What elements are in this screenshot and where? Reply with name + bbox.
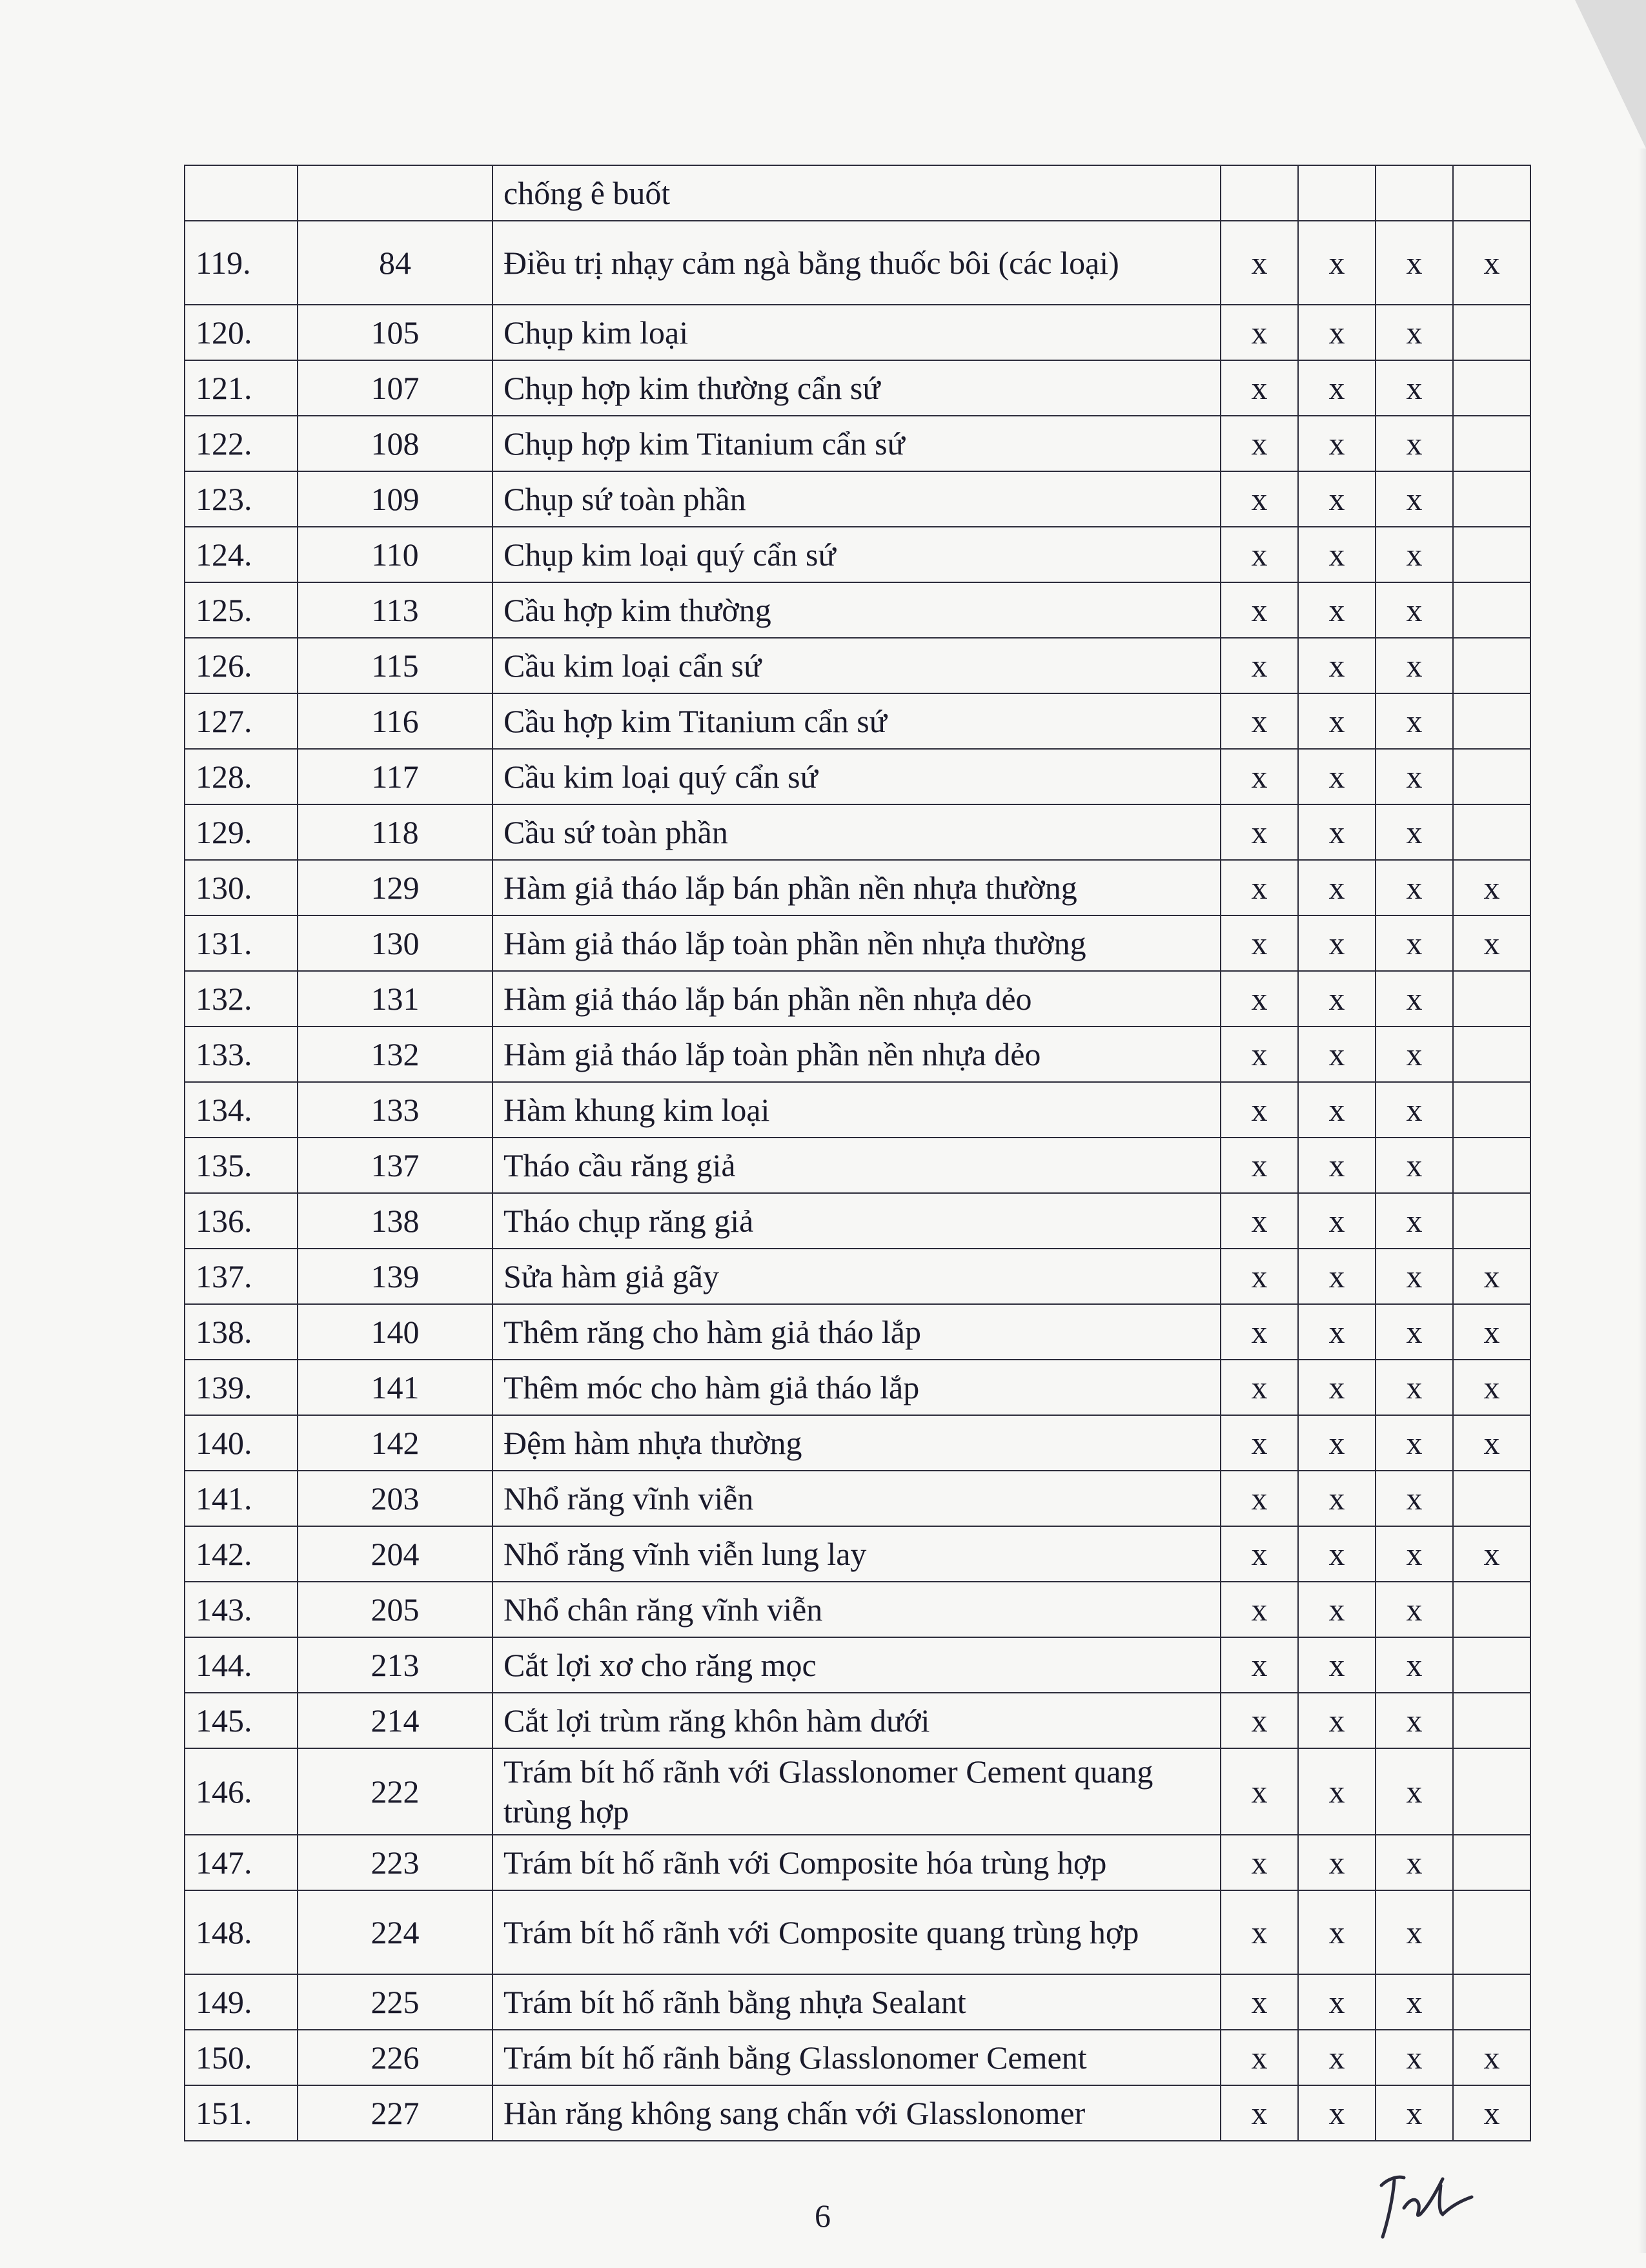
- code-cell: 142: [298, 1415, 493, 1471]
- mark-cell-2: x: [1298, 1082, 1376, 1138]
- mark-cell-2: x: [1298, 360, 1376, 416]
- table-row: [185, 804, 1530, 860]
- procedure-name-cell: Trám bít hố rãnh bằng Glasslonomer Cement: [493, 2030, 1221, 2085]
- mark-cell-2: x: [1298, 1835, 1376, 1890]
- mark-cell-4: [1453, 804, 1530, 860]
- mark-cell-3: x: [1376, 1138, 1453, 1193]
- stt-cell: 119.: [185, 221, 298, 305]
- mark-cell-2: [1298, 165, 1376, 221]
- procedure-name-cell: Tháo cầu răng giả: [493, 1138, 1221, 1193]
- code-cell: 131: [298, 971, 493, 1027]
- procedure-name-cell: Hàn răng không sang chấn với Glasslonomer: [493, 2085, 1221, 2141]
- mark-cell-1: x: [1221, 221, 1298, 305]
- mark-cell-1: x: [1221, 1471, 1298, 1526]
- code-cell: 132: [298, 1027, 493, 1082]
- procedure-name-cell: Chụp hợp kim thường cẩn sứ: [493, 360, 1221, 416]
- table-row: [185, 1415, 1530, 1471]
- stt-cell: 143.: [185, 1582, 298, 1637]
- mark-cell-3: x: [1376, 1082, 1453, 1138]
- mark-cell-2: x: [1298, 582, 1376, 638]
- mark-cell-4: [1453, 582, 1530, 638]
- mark-cell-3: x: [1376, 971, 1453, 1027]
- mark-cell-4: x: [1453, 915, 1530, 971]
- mark-cell-2: x: [1298, 1526, 1376, 1582]
- scan-page-edge: [1575, 0, 1646, 148]
- mark-cell-4: x: [1453, 1249, 1530, 1304]
- procedure-name-cell: Cầu sứ toàn phần: [493, 804, 1221, 860]
- mark-cell-1: x: [1221, 1637, 1298, 1693]
- mark-cell-2: x: [1298, 804, 1376, 860]
- mark-cell-1: x: [1221, 1193, 1298, 1249]
- table-row: [185, 1082, 1530, 1138]
- mark-cell-1: x: [1221, 416, 1298, 471]
- code-cell: 213: [298, 1637, 493, 1693]
- table-row: [185, 1582, 1530, 1637]
- stt-cell: 145.: [185, 1693, 298, 1748]
- mark-cell-4: x: [1453, 2085, 1530, 2141]
- mark-cell-2: x: [1298, 2085, 1376, 2141]
- mark-cell-2: x: [1298, 1360, 1376, 1415]
- table-row: [185, 1249, 1530, 1304]
- mark-cell-2: x: [1298, 1138, 1376, 1193]
- procedure-name-cell: Nhổ răng vĩnh viễn lung lay: [493, 1526, 1221, 1582]
- mark-cell-4: [1453, 1027, 1530, 1082]
- stt-cell: 130.: [185, 860, 298, 915]
- mark-cell-1: x: [1221, 860, 1298, 915]
- code-cell: 117: [298, 749, 493, 804]
- mark-cell-2: x: [1298, 1249, 1376, 1304]
- table-row: [185, 1304, 1530, 1360]
- code-cell: 226: [298, 2030, 493, 2085]
- mark-cell-3: x: [1376, 582, 1453, 638]
- code-cell: 133: [298, 1082, 493, 1138]
- mark-cell-3: x: [1376, 1471, 1453, 1526]
- scan-page-shadow: [1638, 148, 1646, 2253]
- code-cell: 107: [298, 360, 493, 416]
- table-row: [185, 582, 1530, 638]
- mark-cell-2: x: [1298, 638, 1376, 693]
- mark-cell-1: x: [1221, 1748, 1298, 1835]
- code-cell: 113: [298, 582, 493, 638]
- handwritten-signature: [1368, 2160, 1485, 2243]
- procedure-name-cell: Chụp kim loại: [493, 305, 1221, 360]
- mark-cell-4: [1453, 1890, 1530, 1974]
- table-row: [185, 860, 1530, 915]
- stt-cell: 150.: [185, 2030, 298, 2085]
- procedure-name-cell: Hàm khung kim loại: [493, 1082, 1221, 1138]
- procedure-name-cell: Cầu kim loại quý cẩn sứ: [493, 749, 1221, 804]
- code-cell: 140: [298, 1304, 493, 1360]
- mark-cell-3: x: [1376, 2085, 1453, 2141]
- stt-cell: 133.: [185, 1027, 298, 1082]
- procedure-name-cell: Trám bít hố rãnh bằng nhựa Sealant: [493, 1974, 1221, 2030]
- mark-cell-2: x: [1298, 1582, 1376, 1637]
- mark-cell-2: x: [1298, 221, 1376, 305]
- mark-cell-4: [1453, 471, 1530, 527]
- mark-cell-3: x: [1376, 1582, 1453, 1637]
- mark-cell-2: x: [1298, 749, 1376, 804]
- table-row: [185, 1637, 1530, 1693]
- code-cell: 130: [298, 915, 493, 971]
- mark-cell-3: x: [1376, 1304, 1453, 1360]
- mark-cell-3: x: [1376, 860, 1453, 915]
- procedure-name-cell: Nhổ chân răng vĩnh viễn: [493, 1582, 1221, 1637]
- mark-cell-2: x: [1298, 471, 1376, 527]
- code-cell: 115: [298, 638, 493, 693]
- table-row: [185, 1890, 1530, 1974]
- code-cell: 129: [298, 860, 493, 915]
- mark-cell-1: x: [1221, 693, 1298, 749]
- code-cell: 223: [298, 1835, 493, 1890]
- mark-cell-1: x: [1221, 804, 1298, 860]
- mark-cell-2: x: [1298, 860, 1376, 915]
- mark-cell-4: x: [1453, 1360, 1530, 1415]
- stt-cell: 120.: [185, 305, 298, 360]
- table-row: [185, 1693, 1530, 1748]
- procedure-name-cell: Cầu hợp kim Titanium cẩn sứ: [493, 693, 1221, 749]
- mark-cell-4: [1453, 1835, 1530, 1890]
- procedure-name-cell: Nhổ răng vĩnh viễn: [493, 1471, 1221, 1526]
- code-cell: 203: [298, 1471, 493, 1526]
- stt-cell: 134.: [185, 1082, 298, 1138]
- mark-cell-4: [1453, 305, 1530, 360]
- procedure-name-cell: Hàm giả tháo lắp toàn phần nền nhựa thường: [493, 915, 1221, 971]
- code-cell: 225: [298, 1974, 493, 2030]
- mark-cell-1: x: [1221, 749, 1298, 804]
- mark-cell-2: x: [1298, 1415, 1376, 1471]
- procedure-name-cell: Cầu hợp kim thường: [493, 582, 1221, 638]
- mark-cell-4: [1453, 1974, 1530, 2030]
- stt-cell: 140.: [185, 1415, 298, 1471]
- mark-cell-1: x: [1221, 1138, 1298, 1193]
- procedure-name-cell: Thêm răng cho hàm giả tháo lắp: [493, 1304, 1221, 1360]
- stt-cell: 128.: [185, 749, 298, 804]
- mark-cell-3: x: [1376, 1748, 1453, 1835]
- mark-cell-1: x: [1221, 1693, 1298, 1748]
- procedure-name-cell: Điều trị nhạy cảm ngà bằng thuốc bôi (các loại): [493, 221, 1221, 305]
- mark-cell-4: [1453, 693, 1530, 749]
- mark-cell-2: x: [1298, 1748, 1376, 1835]
- mark-cell-2: x: [1298, 1637, 1376, 1693]
- mark-cell-2: x: [1298, 416, 1376, 471]
- mark-cell-4: [1453, 1748, 1530, 1835]
- mark-cell-4: [1453, 638, 1530, 693]
- stt-cell: 151.: [185, 2085, 298, 2141]
- procedure-name-cell: Trám bít hố rãnh với Composite hóa trùng hợp: [493, 1835, 1221, 1890]
- stt-cell: 126.: [185, 638, 298, 693]
- table-row: [185, 1526, 1530, 1582]
- mark-cell-1: x: [1221, 1027, 1298, 1082]
- table-row: [185, 1138, 1530, 1193]
- table-row: [185, 1471, 1530, 1526]
- mark-cell-3: x: [1376, 305, 1453, 360]
- procedure-name-cell: Chụp sứ toàn phần: [493, 471, 1221, 527]
- code-cell: 110: [298, 527, 493, 582]
- mark-cell-4: x: [1453, 1304, 1530, 1360]
- mark-cell-3: x: [1376, 638, 1453, 693]
- table-row: [185, 1748, 1530, 1835]
- mark-cell-3: x: [1376, 1027, 1453, 1082]
- table-row: [185, 638, 1530, 693]
- mark-cell-4: x: [1453, 2030, 1530, 2085]
- mark-cell-3: x: [1376, 1974, 1453, 2030]
- mark-cell-1: x: [1221, 915, 1298, 971]
- mark-cell-4: [1453, 1082, 1530, 1138]
- mark-cell-1: x: [1221, 2085, 1298, 2141]
- procedure-name-cell: Hàm giả tháo lắp toàn phần nền nhựa dẻo: [493, 1027, 1221, 1082]
- mark-cell-3: x: [1376, 1415, 1453, 1471]
- mark-cell-4: [1453, 1693, 1530, 1748]
- mark-cell-4: [1453, 1582, 1530, 1637]
- code-cell: 141: [298, 1360, 493, 1415]
- mark-cell-3: x: [1376, 221, 1453, 305]
- stt-cell: 135.: [185, 1138, 298, 1193]
- procedure-name-cell: Thêm móc cho hàm giả tháo lắp: [493, 1360, 1221, 1415]
- mark-cell-1: x: [1221, 527, 1298, 582]
- mark-cell-2: x: [1298, 1193, 1376, 1249]
- mark-cell-2: x: [1298, 971, 1376, 1027]
- table-row: [185, 165, 1530, 221]
- stt-cell: 139.: [185, 1360, 298, 1415]
- mark-cell-4: [1453, 1637, 1530, 1693]
- mark-cell-4: [1453, 416, 1530, 471]
- code-cell: 116: [298, 693, 493, 749]
- mark-cell-4: [1453, 527, 1530, 582]
- code-cell: 139: [298, 1249, 493, 1304]
- mark-cell-1: [1221, 165, 1298, 221]
- stt-cell: 137.: [185, 1249, 298, 1304]
- procedure-name-cell: Trám bít hố rãnh với Composite quang trùng hợp: [493, 1890, 1221, 1974]
- code-cell: 137: [298, 1138, 493, 1193]
- table-row: [185, 471, 1530, 527]
- mark-cell-4: [1453, 1138, 1530, 1193]
- mark-cell-1: x: [1221, 1249, 1298, 1304]
- mark-cell-1: x: [1221, 1304, 1298, 1360]
- mark-cell-1: x: [1221, 1415, 1298, 1471]
- stt-cell: 148.: [185, 1890, 298, 1974]
- mark-cell-1: x: [1221, 1526, 1298, 1582]
- table-row: [185, 1835, 1530, 1890]
- mark-cell-3: x: [1376, 1890, 1453, 1974]
- mark-cell-1: x: [1221, 360, 1298, 416]
- mark-cell-3: x: [1376, 693, 1453, 749]
- procedure-name-cell: Cắt lợi xơ cho răng mọc: [493, 1637, 1221, 1693]
- table-row: [185, 693, 1530, 749]
- page-number: 6: [815, 2198, 831, 2234]
- stt-cell: 144.: [185, 1637, 298, 1693]
- mark-cell-3: x: [1376, 1249, 1453, 1304]
- mark-cell-4: [1453, 1193, 1530, 1249]
- code-cell: 224: [298, 1890, 493, 1974]
- stt-cell: 121.: [185, 360, 298, 416]
- mark-cell-1: x: [1221, 1582, 1298, 1637]
- mark-cell-1: x: [1221, 1360, 1298, 1415]
- procedure-name-cell: Đệm hàm nhựa thường: [493, 1415, 1221, 1471]
- mark-cell-3: x: [1376, 527, 1453, 582]
- mark-cell-1: x: [1221, 638, 1298, 693]
- procedure-table: [184, 165, 1531, 2141]
- table-row: [185, 221, 1530, 305]
- code-cell: 118: [298, 804, 493, 860]
- mark-cell-4: [1453, 165, 1530, 221]
- table-row: [185, 2030, 1530, 2085]
- mark-cell-2: x: [1298, 1027, 1376, 1082]
- mark-cell-1: x: [1221, 471, 1298, 527]
- mark-cell-4: [1453, 749, 1530, 804]
- mark-cell-1: x: [1221, 2030, 1298, 2085]
- stt-cell: 124.: [185, 527, 298, 582]
- code-cell: 105: [298, 305, 493, 360]
- stt-cell: 138.: [185, 1304, 298, 1360]
- code-cell: 214: [298, 1693, 493, 1748]
- mark-cell-3: x: [1376, 1526, 1453, 1582]
- mark-cell-2: x: [1298, 527, 1376, 582]
- mark-cell-3: x: [1376, 749, 1453, 804]
- stt-cell: 127.: [185, 693, 298, 749]
- mark-cell-1: x: [1221, 971, 1298, 1027]
- mark-cell-3: x: [1376, 1835, 1453, 1890]
- mark-cell-4: x: [1453, 860, 1530, 915]
- code-cell: 205: [298, 1582, 493, 1637]
- mark-cell-2: x: [1298, 305, 1376, 360]
- code-cell: 108: [298, 416, 493, 471]
- table-row: [185, 416, 1530, 471]
- code-cell: 138: [298, 1193, 493, 1249]
- mark-cell-2: x: [1298, 1890, 1376, 1974]
- procedure-table-body: [185, 165, 1530, 2141]
- procedure-name-cell: Tháo chụp răng giả: [493, 1193, 1221, 1249]
- stt-cell: 136.: [185, 1193, 298, 1249]
- mark-cell-2: x: [1298, 1304, 1376, 1360]
- mark-cell-3: x: [1376, 416, 1453, 471]
- mark-cell-3: x: [1376, 2030, 1453, 2085]
- mark-cell-4: x: [1453, 221, 1530, 305]
- mark-cell-2: x: [1298, 2030, 1376, 2085]
- code-cell: 222: [298, 1748, 493, 1835]
- mark-cell-4: [1453, 971, 1530, 1027]
- stt-cell: 141.: [185, 1471, 298, 1526]
- code-cell: 204: [298, 1526, 493, 1582]
- code-cell: 84: [298, 221, 493, 305]
- mark-cell-3: [1376, 165, 1453, 221]
- mark-cell-1: x: [1221, 1835, 1298, 1890]
- procedure-name-cell: Hàm giả tháo lắp bán phần nền nhựa thường: [493, 860, 1221, 915]
- mark-cell-3: x: [1376, 360, 1453, 416]
- mark-cell-3: x: [1376, 804, 1453, 860]
- mark-cell-1: x: [1221, 582, 1298, 638]
- table-row: [185, 971, 1530, 1027]
- procedure-name-cell: Trám bít hố rãnh với Glasslonomer Cement quang trùng hợp: [493, 1748, 1221, 1835]
- stt-cell: 129.: [185, 804, 298, 860]
- table-row: [185, 1360, 1530, 1415]
- procedure-name-cell: Chụp hợp kim Titanium cẩn sứ: [493, 416, 1221, 471]
- mark-cell-1: x: [1221, 1082, 1298, 1138]
- table-row: [185, 915, 1530, 971]
- mark-cell-2: x: [1298, 1693, 1376, 1748]
- stt-cell: 122.: [185, 416, 298, 471]
- table-row: [185, 527, 1530, 582]
- stt-cell: 132.: [185, 971, 298, 1027]
- stt-cell: 142.: [185, 1526, 298, 1582]
- mark-cell-3: x: [1376, 915, 1453, 971]
- mark-cell-1: x: [1221, 1974, 1298, 2030]
- table-row: [185, 1193, 1530, 1249]
- procedure-name-cell: Cắt lợi trùm răng khôn hàm dưới: [493, 1693, 1221, 1748]
- procedure-name-cell: Chụp kim loại quý cẩn sứ: [493, 527, 1221, 582]
- code-cell: [298, 165, 493, 221]
- table-row: [185, 1027, 1530, 1082]
- stt-cell: 147.: [185, 1835, 298, 1890]
- mark-cell-2: x: [1298, 915, 1376, 971]
- mark-cell-4: x: [1453, 1526, 1530, 1582]
- mark-cell-2: x: [1298, 1974, 1376, 2030]
- stt-cell: [185, 165, 298, 221]
- mark-cell-3: x: [1376, 1693, 1453, 1748]
- mark-cell-4: x: [1453, 1415, 1530, 1471]
- table-row: [185, 2085, 1530, 2141]
- stt-cell: 149.: [185, 1974, 298, 2030]
- table-row: [185, 305, 1530, 360]
- mark-cell-3: x: [1376, 1193, 1453, 1249]
- mark-cell-1: x: [1221, 1890, 1298, 1974]
- procedure-name-cell: Hàm giả tháo lắp bán phần nền nhựa dẻo: [493, 971, 1221, 1027]
- mark-cell-4: [1453, 360, 1530, 416]
- code-cell: 227: [298, 2085, 493, 2141]
- stt-cell: 125.: [185, 582, 298, 638]
- procedure-name-cell: Sửa hàm giả gãy: [493, 1249, 1221, 1304]
- code-cell: 109: [298, 471, 493, 527]
- mark-cell-2: x: [1298, 1471, 1376, 1526]
- mark-cell-3: x: [1376, 471, 1453, 527]
- procedure-name-cell: Cầu kim loại cẩn sứ: [493, 638, 1221, 693]
- mark-cell-3: x: [1376, 1360, 1453, 1415]
- table-row: [185, 749, 1530, 804]
- mark-cell-2: x: [1298, 693, 1376, 749]
- procedure-name-cell: chống ê buốt: [493, 165, 1221, 221]
- mark-cell-1: x: [1221, 305, 1298, 360]
- mark-cell-4: [1453, 1471, 1530, 1526]
- mark-cell-3: x: [1376, 1637, 1453, 1693]
- table-row: [185, 1974, 1530, 2030]
- stt-cell: 131.: [185, 915, 298, 971]
- table-row: [185, 360, 1530, 416]
- stt-cell: 146.: [185, 1748, 298, 1835]
- stt-cell: 123.: [185, 471, 298, 527]
